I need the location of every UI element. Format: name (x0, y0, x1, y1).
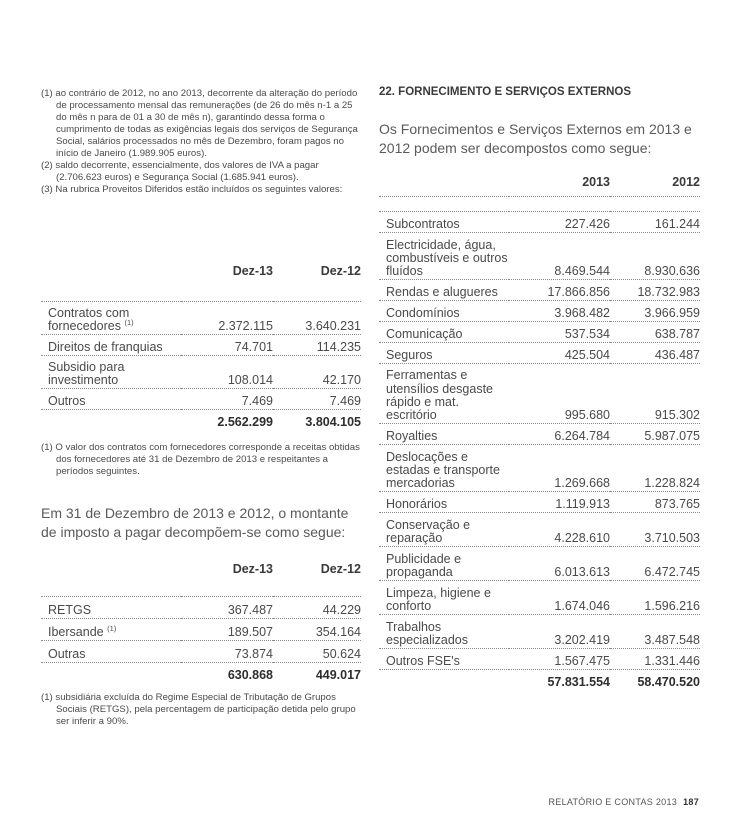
row-label: Direitos de franquias (41, 334, 181, 355)
row-value-dez13: 74.701 (181, 334, 273, 355)
table-row (379, 232, 700, 279)
row-label: Ferramentas e utensílios desgaste rápido e mat. escritório (379, 363, 509, 423)
table-row (379, 342, 700, 363)
footnote-marker: (1) (107, 623, 117, 633)
row-label: Ibersande (48, 625, 104, 639)
row-value-2013: 995.680 (509, 363, 610, 423)
row-value-2012: 1.596.216 (610, 580, 700, 614)
header-blank (41, 262, 181, 278)
table-row (379, 546, 700, 580)
row-label: Condomínios (379, 300, 509, 321)
header-dez13: Dez-13 (232, 561, 273, 576)
total-dez13: 630.868 (227, 667, 273, 682)
header-blank (379, 173, 509, 189)
row-value-2012: 3.710.503 (610, 512, 700, 546)
note-table2-text: (1) subsidiária excluída do Regime Especial de Tributação de Grupos Sociais (RETGS), pela percentagem de participação detida pelo grupo ser inferir a 90%. (41, 692, 356, 727)
row-value-dez12: 354.164 (273, 618, 361, 640)
row-label: Publicidade e propaganda (379, 546, 509, 580)
table-row (379, 279, 700, 300)
header-dez12: Dez-12 (320, 263, 361, 278)
table-row (41, 640, 361, 662)
deferred-income-table (41, 262, 361, 429)
row-value-2013: 1.119.913 (509, 491, 610, 512)
table-row (379, 512, 700, 546)
row-value-2012: 1.228.824 (610, 444, 700, 491)
row-label: Deslocações e estadas e transporte mercadorias (379, 444, 509, 491)
row-value-2013: 6.013.613 (509, 546, 610, 580)
section-title: 22. FORNECIMENTO E SERVIÇOS EXTERNOS (379, 86, 631, 98)
row-label: Seguros (379, 342, 509, 363)
row-value-dez12: 42.170 (273, 355, 361, 388)
row-value-2013: 3.202.419 (509, 614, 610, 648)
row-label: Electricidade, água, combustíveis e outros fluídos (379, 232, 509, 279)
row-value-dez13: 73.874 (181, 640, 273, 662)
row-label: Outras (41, 640, 181, 662)
row-value-2013: 3.968.482 (509, 300, 610, 321)
row-value-2012: 638.787 (610, 321, 700, 342)
table-row (379, 444, 700, 491)
row-label: Rendas e alugueres (379, 279, 509, 300)
table-row (379, 580, 700, 614)
tax-payable-table (41, 560, 361, 682)
row-value-2013: 17.866.856 (509, 279, 610, 300)
total-dez13: 2.562.299 (217, 414, 273, 429)
note-2: (2) saldo decorrente, essencialmente, dos valores de IVA a pagar (2.706.623 euros) e Segurança Social (1.685.941 euros). (41, 160, 319, 183)
row-value-dez13: 367.487 (181, 596, 273, 618)
row-value-dez13: 189.507 (181, 618, 273, 640)
total-row (41, 409, 361, 429)
table-row (41, 301, 361, 334)
row-value-2012: 3.487.548 (610, 614, 700, 648)
row-value-2013: 4.228.610 (509, 512, 610, 546)
row-value-dez12: 44.229 (273, 596, 361, 618)
header-blank (41, 560, 181, 576)
total-row (379, 669, 700, 689)
row-value-dez12: 7.469 (273, 388, 361, 409)
row-label: Subcontratos (379, 211, 509, 232)
table-row (41, 618, 361, 640)
row-value-2013: 1.567.475 (509, 648, 610, 669)
row-value-dez12: 3.640.231 (273, 301, 361, 334)
total-dez12: 3.804.105 (305, 414, 361, 429)
notes-top (41, 88, 361, 196)
table-row (379, 300, 700, 321)
table-row (379, 491, 700, 512)
row-value-2013: 227.426 (509, 211, 610, 232)
total-dez12: 449.017 (315, 667, 361, 682)
page-number: 187 (683, 797, 699, 807)
row-value-dez13: 2.372.115 (181, 301, 273, 334)
row-label: Limpeza, higiene e conforto (379, 580, 509, 614)
row-value-2012: 6.472.745 (610, 546, 700, 580)
row-label: Outros FSE's (379, 648, 509, 669)
row-value-2012: 436.487 (610, 342, 700, 363)
row-value-2013: 537.534 (509, 321, 610, 342)
row-label: Royalties (379, 423, 509, 444)
row-value-2013: 425.504 (509, 342, 610, 363)
intro-fse: Os Fornecimentos e Serviços Externos em 2013 e 2012 podem ser decompostos como segue: (379, 121, 692, 156)
row-label: Trabalhos especializados (379, 614, 509, 648)
header-dez13: Dez-13 (232, 263, 273, 278)
row-value-2012: 161.244 (610, 211, 700, 232)
table-row (379, 614, 700, 648)
table-row (379, 423, 700, 444)
total-row (41, 662, 361, 682)
row-label: Subsidio para investimento (41, 355, 181, 388)
header-2013: 2013 (582, 174, 610, 189)
total-2013: 57.831.554 (547, 674, 610, 689)
external-services-table (379, 173, 700, 689)
intro-tax-payable: Em 31 de Dezembro de 2013 e 2012, o montante de imposto a pagar decompõem-se como segue: (41, 505, 349, 540)
row-value-dez12: 114.235 (273, 334, 361, 355)
row-value-2012: 3.966.959 (610, 300, 700, 321)
row-value-2013: 1.674.046 (509, 580, 610, 614)
row-value-dez12: 50.624 (273, 640, 361, 662)
table-row (379, 321, 700, 342)
row-value-2013: 6.264.784 (509, 423, 610, 444)
row-label: Conservação e reparação (379, 512, 509, 546)
row-label: Contratos com fornecedores (48, 305, 130, 333)
table-row (379, 211, 700, 232)
footnote-marker: (1) (124, 317, 134, 327)
total-2012: 58.470.520 (637, 674, 700, 689)
row-value-2012: 5.987.075 (610, 423, 700, 444)
table-row (41, 388, 361, 409)
note-table2 (41, 692, 361, 728)
row-value-2013: 8.469.544 (509, 232, 610, 279)
row-label: Comunicação (379, 321, 509, 342)
row-value-2012: 8.930.636 (610, 232, 700, 279)
row-value-dez13: 108.014 (181, 355, 273, 388)
table-row (379, 648, 700, 669)
page-footer (548, 797, 699, 807)
header-2012: 2012 (672, 174, 700, 189)
row-value-2012: 18.732.983 (610, 279, 700, 300)
note-3: (3) Na rubrica Proveitos Diferidos estão incluídos os seguintes valores: (41, 184, 343, 195)
table-row (41, 596, 361, 618)
row-value-2012: 915.302 (610, 363, 700, 423)
footer-text: RELATÓRIO E CONTAS 2013 (548, 797, 678, 807)
row-value-2012: 873.765 (610, 491, 700, 512)
note-table1-text: (1) O valor dos contratos com fornecedores corresponde a receitas obtidas dos fornecedores até 31 de Dezembro de 2013 e respeitantes a períodos seguintes. (41, 442, 360, 477)
table-row (41, 334, 361, 355)
row-label: Outros (41, 388, 181, 409)
header-dez12: Dez-12 (320, 561, 361, 576)
row-value-2012: 1.331.446 (610, 648, 700, 669)
table-row (379, 363, 700, 423)
row-value-2013: 1.269.668 (509, 444, 610, 491)
row-value-dez13: 7.469 (181, 388, 273, 409)
row-label: RETGS (41, 596, 181, 618)
note-table1 (41, 442, 361, 478)
note-1: (1) ao contrário de 2012, no ano 2013, decorrente da alteração do período de processamento mensal das remunerações (de 26 do mês n-1 a 25 do mês n para de 01 a 30 de mês n), garantindo dessa forma o cumprimento de todas as exigências legais dos serviços de Segurança Social, salários processados no mês de Dezembro, foram pagos no início de Janeiro (1.989.905 euros). (41, 88, 358, 159)
table-row (41, 355, 361, 388)
row-label: Honorários (379, 491, 509, 512)
